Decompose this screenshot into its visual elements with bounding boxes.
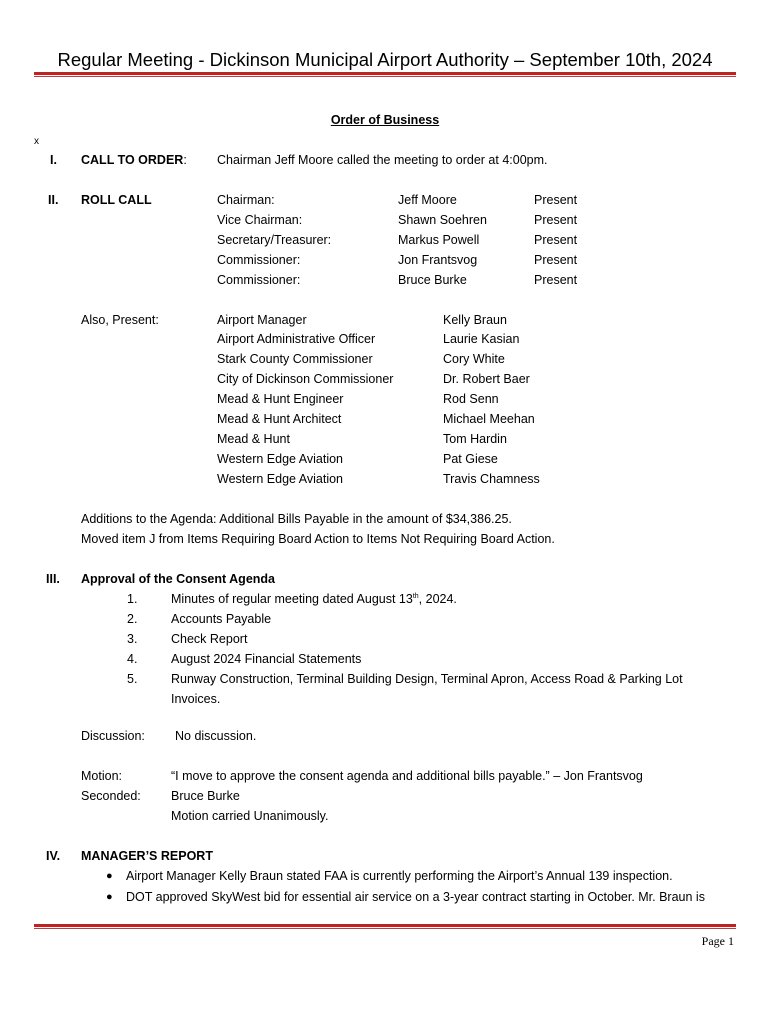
discussion-text: No discussion.: [175, 729, 257, 743]
also-role: City of Dickinson Commissioner: [217, 372, 394, 386]
also-role: Western Edge Aviation: [217, 452, 344, 466]
discussion-label: Discussion:: [81, 729, 145, 743]
roll-status: Present: [534, 233, 578, 247]
also-name: Travis Chamness: [443, 472, 540, 486]
ordinal-suffix: th: [412, 592, 419, 600]
document-title: Regular Meeting - Dickinson Municipal Airport Authority – September 10th, 2024: [57, 49, 713, 70]
list-item-continuation: Invoices.: [171, 692, 221, 706]
list-item: August 2024 Financial Statements: [171, 652, 362, 666]
agenda-additions: Additions to the Agenda: Additional Bills Payable in the amount of $34,386.25.: [81, 512, 512, 526]
consent-agenda-heading: Approval of the Consent Agenda: [81, 572, 275, 586]
list-number: 1.: [127, 592, 138, 606]
order-of-business-heading: Order of Business: [330, 113, 440, 127]
roll-name: Bruce Burke: [398, 273, 467, 287]
seconded-label: Seconded:: [81, 789, 141, 803]
report-bullet-item: DOT approved SkyWest bid for essential air service on a 3-year contract starting in October. Mr. Braun is: [126, 890, 705, 904]
also-name: Tom Hardin: [443, 432, 507, 446]
footer-rule: [34, 924, 736, 929]
also-present-label: Also, Present:: [81, 313, 159, 327]
roll-status: Present: [534, 193, 578, 207]
list-item-text: Minutes of regular meeting dated August 13: [171, 592, 413, 606]
agenda-moved-item: Moved item J from Items Requiring Board Action to Items Not Requiring Board Action.: [81, 532, 555, 546]
report-bullet-item: Airport Manager Kelly Braun stated FAA is currently performing the Airport’s Annual 139 inspection.: [126, 869, 673, 883]
page-number: Page 1: [701, 934, 734, 948]
list-item: Check Report: [171, 632, 248, 646]
roll-name: Jeff Moore: [398, 193, 457, 207]
call-to-order-text: Chairman Jeff Moore called the meeting to order at 4:00pm.: [217, 153, 548, 167]
call-to-order-colon: :: [183, 153, 187, 167]
call-to-order-label: CALL TO ORDER: [81, 153, 184, 167]
motion-text: “I move to approve the consent agenda and additional bills payable.” – Jon Frantsvog: [171, 769, 643, 783]
roll-name: Jon Frantsvog: [398, 253, 478, 267]
also-name: Dr. Robert Baer: [443, 372, 530, 386]
list-number: 5.: [127, 672, 138, 686]
header-rule: [34, 72, 736, 77]
section-number: I.: [50, 153, 57, 167]
list-item: [171, 592, 457, 606]
also-role: Mead & Hunt Architect: [217, 412, 342, 426]
roll-status: Present: [534, 213, 578, 227]
also-role: Airport Administrative Officer: [217, 332, 376, 346]
roll-role: Commissioner:: [217, 253, 301, 267]
section-number: II.: [48, 193, 59, 207]
roll-status: Present: [534, 253, 578, 267]
also-name: Pat Giese: [443, 452, 498, 466]
managers-report-heading: MANAGER’S REPORT: [81, 849, 213, 863]
motion-result: Motion carried Unanimously.: [171, 809, 329, 823]
also-name: Michael Meehan: [443, 412, 535, 426]
roll-role: Commissioner:: [217, 273, 301, 287]
also-role: Stark County Commissioner: [217, 352, 373, 366]
call-to-order-heading: [81, 153, 187, 167]
motion-label: Motion:: [81, 769, 122, 783]
also-role: Airport Manager: [217, 313, 307, 327]
stray-mark: x: [34, 136, 39, 147]
section-number: III.: [46, 572, 60, 586]
roll-call-label: ROLL CALL: [81, 193, 152, 207]
also-role: Western Edge Aviation: [217, 472, 344, 486]
bullet-icon: ●: [106, 870, 113, 882]
list-number: 4.: [127, 652, 138, 666]
list-number: 3.: [127, 632, 138, 646]
also-role: Mead & Hunt Engineer: [217, 392, 344, 406]
list-item: Runway Construction, Terminal Building Design, Terminal Apron, Access Road & Parking Lot: [171, 672, 683, 686]
roll-role: Chairman:: [217, 193, 275, 207]
also-name: Kelly Braun: [443, 313, 507, 327]
list-item-text: , 2024.: [418, 592, 457, 606]
roll-name: Markus Powell: [398, 233, 480, 247]
section-number: IV.: [46, 849, 61, 863]
roll-name: Shawn Soehren: [398, 213, 487, 227]
bullet-icon: ●: [106, 891, 113, 903]
list-item: Accounts Payable: [171, 612, 272, 626]
also-name: Cory White: [443, 352, 505, 366]
also-name: Laurie Kasian: [443, 332, 520, 346]
list-number: 2.: [127, 612, 138, 626]
also-name: Rod Senn: [443, 392, 499, 406]
also-role: Mead & Hunt: [217, 432, 290, 446]
roll-role: Vice Chairman:: [217, 213, 303, 227]
seconded-text: Bruce Burke: [171, 789, 240, 803]
roll-role: Secretary/Treasurer:: [217, 233, 332, 247]
roll-status: Present: [534, 273, 578, 287]
